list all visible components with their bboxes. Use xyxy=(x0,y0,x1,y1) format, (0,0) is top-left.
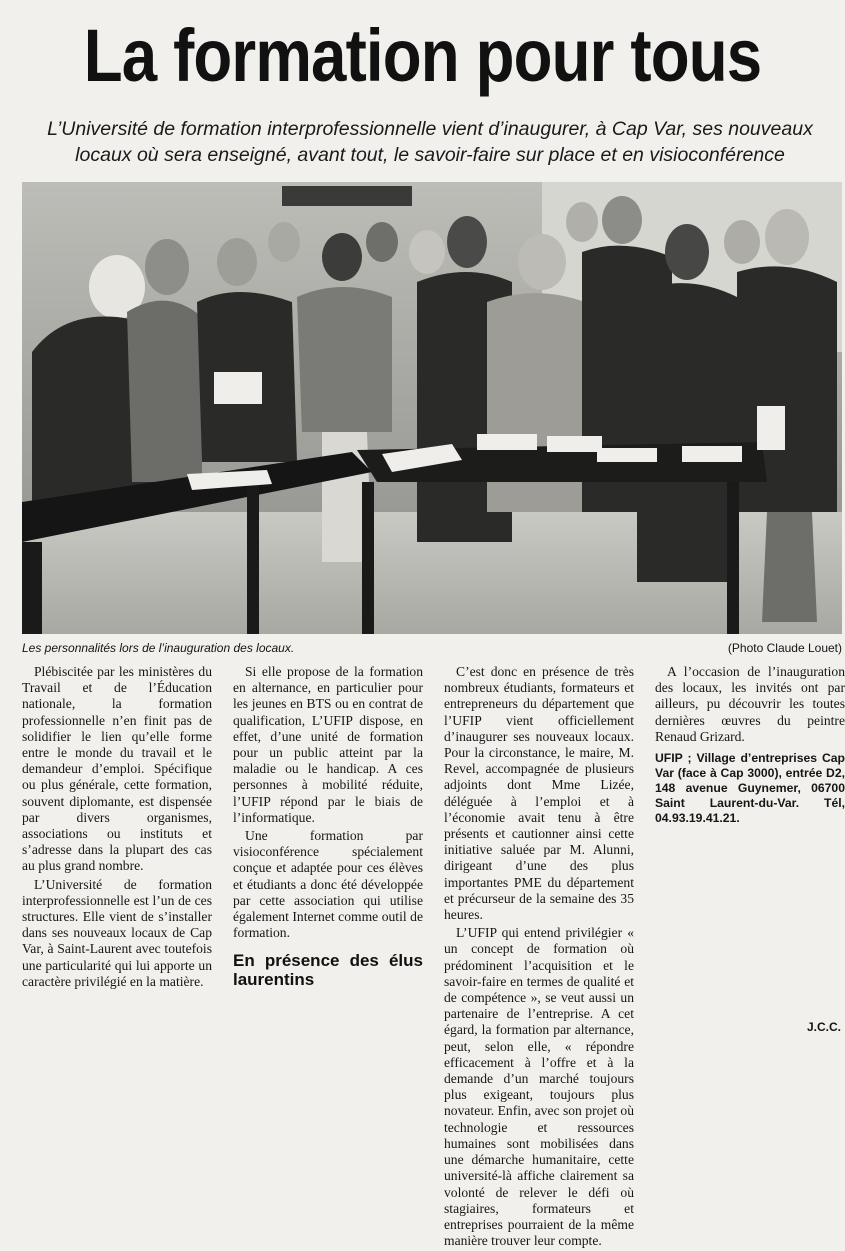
paragraph: A l’occasion de l’inauguration des locaux, les invités ont par ailleurs, pu découvrir les toutes dernières œuvres du peintre Renaud Grizard. xyxy=(655,664,845,744)
paragraph: L’Université de formation interprofessionnelle est l’un de ces structures. Elle vient de s’installer dans ses nouveaux locaux de Cap Var, à Saint-Laurent avec toutefois une particularité qui lui apporte un caractère privilégié en la matière. xyxy=(22,876,212,989)
article-column-4 xyxy=(655,664,845,826)
photo-caption: Les personnalités lors de l’inauguration des locaux. xyxy=(22,641,295,655)
intertitle: En présence des élus laurentins xyxy=(233,951,423,990)
paragraph: C’est donc en présence de très nombreux étudiants, formateurs et entrepreneurs du département que l’UFIP vient officiellement d’inaugurer ses nouveaux locaux. Pour la circonstance, le maire, M. Revel, accompagnée de plusieurs adjoints dont Mme Lizée, déléguée à l’emploi et à l’économie avait tenu à être présents et cautionner ainsi cette initiative saluée par M. Alunni, dirigeant d’une des plus importantes PME du département et précurseur de la semaine des 35 heures. xyxy=(444,664,634,923)
author-signature: J.C.C. xyxy=(806,1020,841,1034)
photo-caption-bar xyxy=(22,639,842,657)
contact-address: UFIP ; Village d’entreprises Cap Var (face à Cap 3000), entrée D2, 148 avenue Guynemer, 06700 Saint Laurent-du-Var. Tél, 04.93.19.41.21. xyxy=(655,751,845,826)
paragraph: Plébiscitée par les ministères du Travail et de l’Éducation nationale, la formation professionnelle n’en finit pas de solidifier le lien qu’elle forme entre le monde du travail et le demandeur d’emploi. Spécifique ou plus générale, cette formation, souvent diplomante, est dispensée par divers organismes, associations ou instituts et s’adresse dans la plupart des cas au plus grand nombre. xyxy=(22,664,212,874)
article-column-2 xyxy=(233,664,423,997)
article-column-1 xyxy=(22,664,212,992)
paragraph: Une formation par visioconférence spécialement conçue et adaptée pour ces élèves et étudiants a donc été développée par cette association qui utilise également Internet comme outil de formation. xyxy=(233,828,423,941)
paragraph: L’UFIP qui entend privilégier « un concept de formation où prédominent l’acquisition et le savoir-faire en termes de qualité et de compétence », se veut aussi un partenaire de l’entreprise. A cet égard, la formation par alternance, peut, selon elle, « répondre efficacement à l’offre et à la demande d’un marché toujours plus exigeant, toujours plus novateur. Enfin, avec son projet où technologie et ressources humaines sont mobilisées dans une démarche humanitaire, cette université-là affiche clairement sa volonté de relever le défi où stagiaires, formateurs et entreprises pourraient de la même manière trouver leur compte. xyxy=(444,925,634,1249)
photo-credit: (Photo Claude Louet) xyxy=(727,641,842,655)
headline: La formation pour tous xyxy=(83,14,762,97)
subheadline: L’Université de formation interprofessionnelle vient d’inaugurer, à Cap Var, ses nouveaux locaux où sera enseigné, avant tout, le savoir-faire sur place et en visioconférence xyxy=(47,118,813,166)
group-photo xyxy=(22,182,842,634)
paragraph: Si elle propose de la formation en alternance, en particulier pour les jeunes en BTS ou en contrat de qualification, L’UFIP dispose, en effet, d’une unité de formation pour un public atteint par la maladie ou le handicap. A ces personnes à mobilité réduite, l’UFIP répond par le biais de l’informatique. xyxy=(233,664,423,825)
article-column-3 xyxy=(444,664,634,1251)
